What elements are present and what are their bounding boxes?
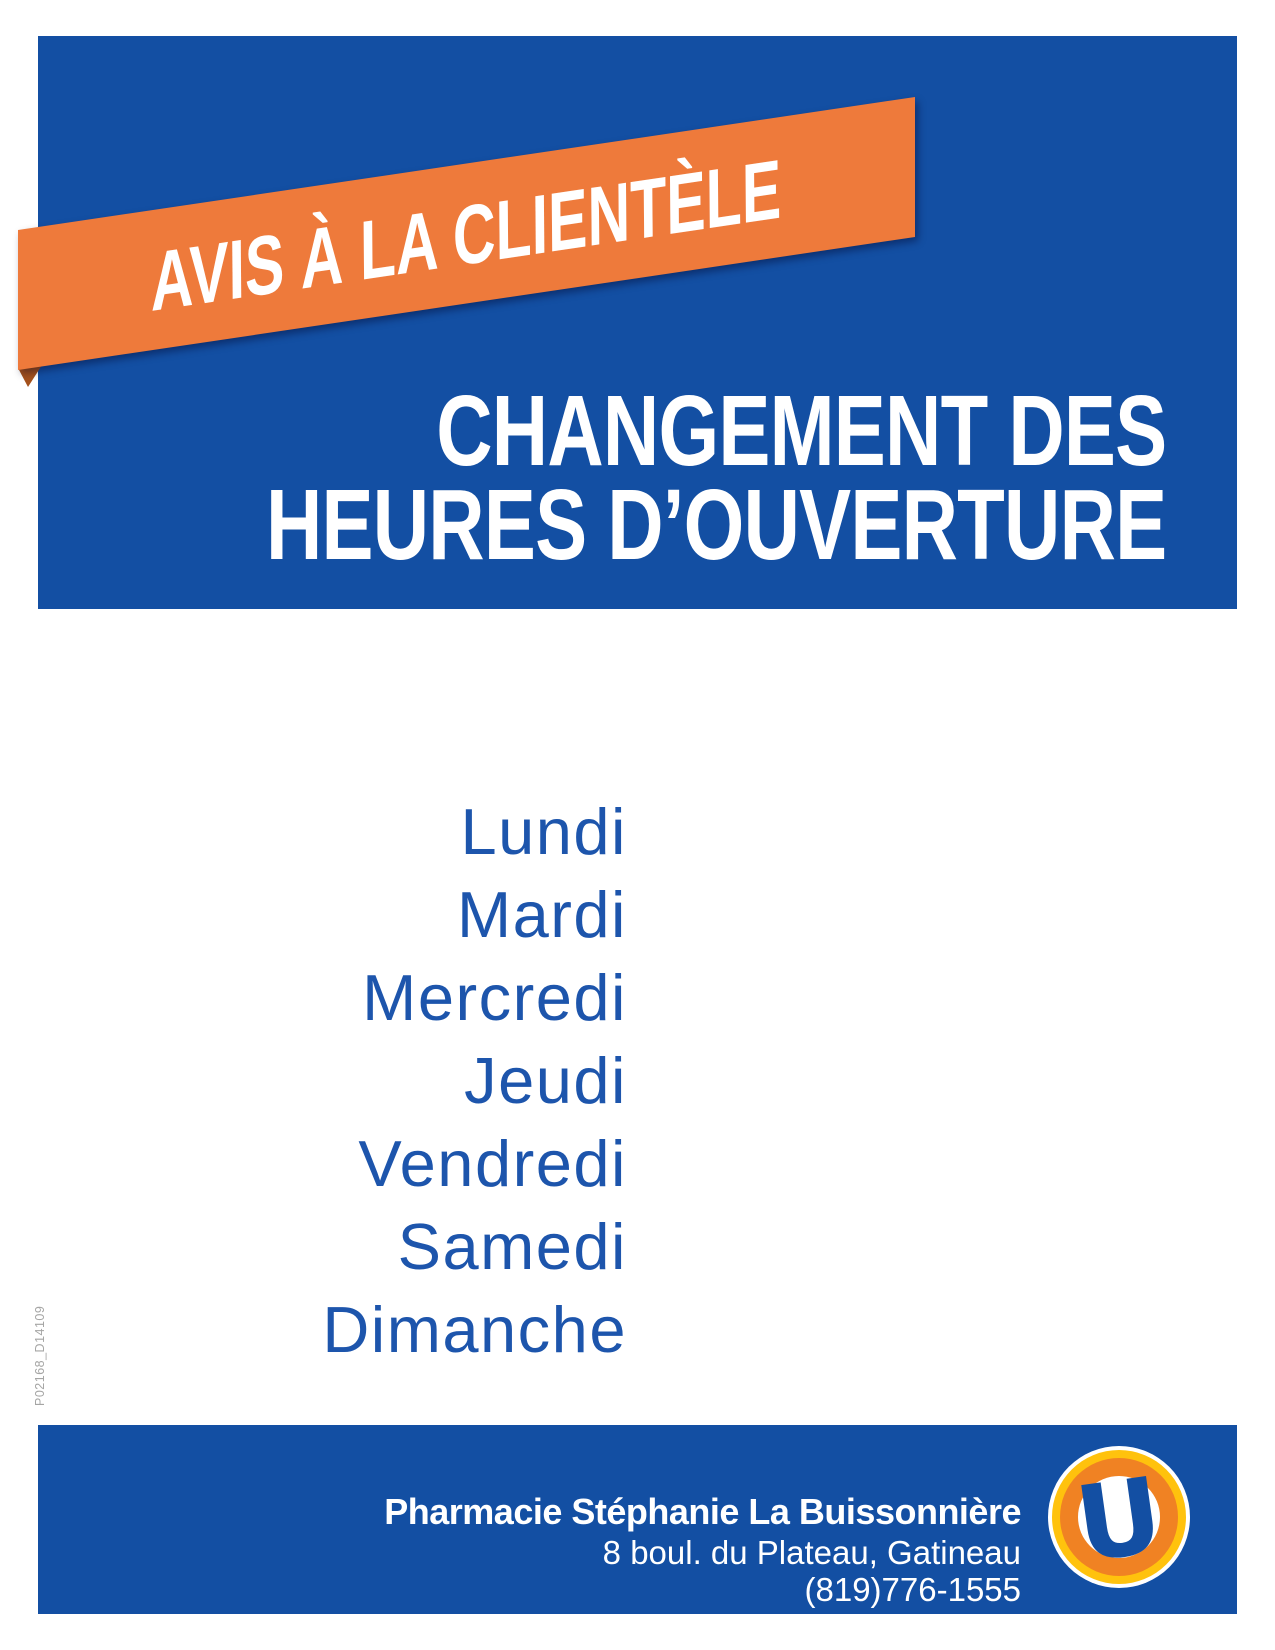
ribbon-label: AVIS À LA CLIENTÈLE (150, 142, 782, 330)
weekday-saturday: Samedi (397, 1210, 627, 1283)
pharmacy-logo-icon (1047, 1445, 1191, 1589)
page-title-line2: HEURES D’OUVERTURE (265, 469, 1166, 581)
print-code: P02168_D14109 (33, 1305, 47, 1406)
weekday-sunday: Dimanche (322, 1293, 627, 1366)
logo-u-icon: U (1068, 1453, 1170, 1587)
ribbon-banner (0, 0, 1275, 700)
pharmacy-name: Pharmacie Stéphanie La Buissonnière (384, 1491, 1021, 1532)
pharmacy-address: 8 boul. du Plateau, Gatineau (602, 1534, 1021, 1571)
weekday-list (322, 790, 627, 1371)
weekday-thursday: Jeudi (464, 1044, 627, 1117)
page-title-line1: CHANGEMENT DES (435, 375, 1166, 487)
footer-contact-block (384, 1492, 1021, 1608)
weekday-tuesday: Mardi (456, 878, 627, 951)
page-title (265, 375, 1166, 581)
weekday-friday: Vendredi (358, 1127, 627, 1200)
weekday-monday: Lundi (460, 795, 627, 868)
pharmacy-phone: (819)776-1555 (804, 1571, 1021, 1608)
weekday-wednesday: Mercredi (362, 961, 627, 1034)
